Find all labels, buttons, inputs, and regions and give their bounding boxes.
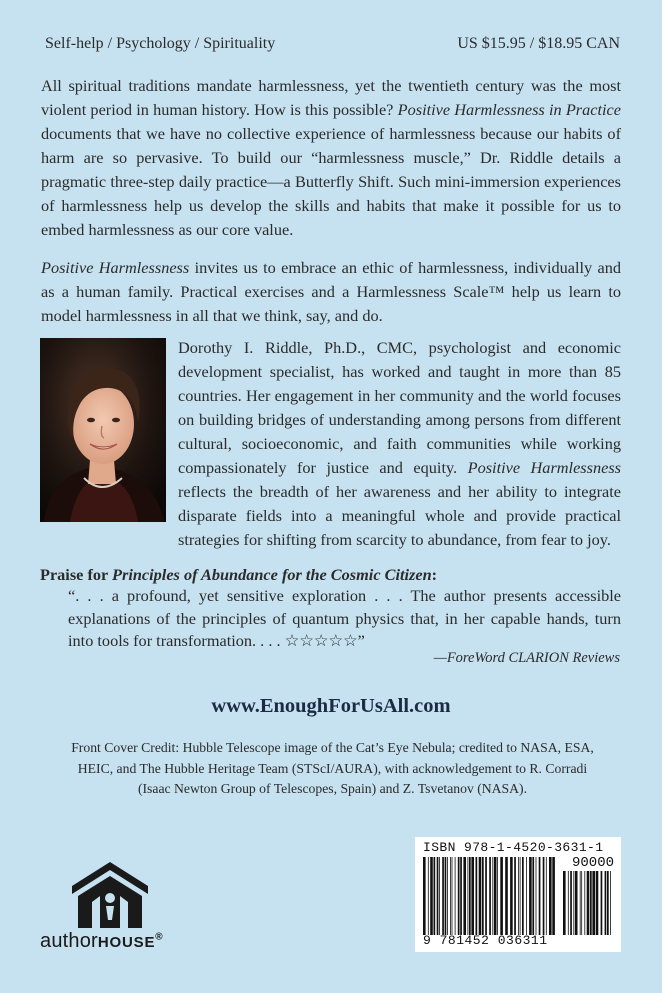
category-label: Self-help / Psychology / Spirituality [45, 35, 276, 52]
header-bar [45, 35, 620, 57]
registered-mark: ® [155, 931, 163, 943]
isbn-number: ISBN 978-1-4520-3631-1 [423, 840, 604, 855]
authorhouse-house-icon [68, 860, 152, 930]
blurb-text: documents that we have no collective experience of harmlessness because our habits of harm are so pervasive. To build our “harmlessness muscle,” Dr. Riddle details a pragmatic three-step daily practice—a Butterfly Shift. Such mini-immersion experiences of harmlessness help us develop the skills and habits that make it possible for us to embed harmlessness as our core value. [41, 124, 621, 239]
praise-attribution: —ForeWord CLARION Reviews [433, 650, 620, 666]
praise-intro: Praise for [40, 565, 113, 584]
ean-barcode-bars [423, 857, 555, 935]
author-bio [178, 336, 621, 552]
website-link[interactable]: www.EnoughForUsAll.com [211, 695, 451, 717]
book-title-italic: Positive Harmlessness in Practice [397, 100, 622, 119]
blurb-text: All spiritual traditions mandate harmlessness, yet the twentieth century was the most violent period in human history. How is this possible? [41, 76, 621, 119]
praise-heading [40, 564, 437, 586]
blurb-paragraph-1 [41, 74, 621, 242]
bio-text: reflects the breadth of her awareness and her ability to integrate disparate fields into a meaningful whole and provide practical strategies for shifting from scarcity to abundance, from fear to joy. [178, 482, 621, 549]
publisher-name [40, 930, 163, 953]
book-title-italic: Positive Harmlessness [467, 458, 622, 477]
praise-quote: “. . . a profound, yet sensitive exploration . . . The author presents accessible explanations of the principles of quantum physics that, in her capable hands, turn into tools for transformation. . . . ☆☆☆☆☆” [68, 586, 621, 650]
praise-colon: : [431, 565, 438, 584]
blurb-text: invites us to embrace an ethic of harmlessness, individually and as a human family. Practical exercises and a Harmlessness Scale™ help us learn to model harmlessness in all that we think, say, and do. [41, 258, 622, 325]
book-title-italic: Positive Harmlessness [41, 258, 190, 277]
ean-digits: 9 781452 036311 [423, 933, 548, 948]
cover-credit: Front Cover Credit: Hubble Telescope image of the Cat’s Eye Nebula; credited to NASA, ESA, HEIC, and The Hubble Heritage Team (STScI/AURA), with acknowledgement to R. Corradi (Isaac Newton Group of Telescopes, Spain) and Z. Tsvetanov (NASA). [71, 740, 594, 796]
price-code: 90000 [571, 855, 614, 871]
blurb-paragraph-2 [41, 256, 621, 328]
bio-text: Dorothy I. Riddle, Ph.D., CMC, psychologist and economic development specialist, has worked and taught in more than 85 countries. Her engagement in her community and the world focuses on building bridges of understanding among persons from different cultural, socioeconomic, and faith communities while working compassionately for justice and equity. [178, 338, 621, 477]
price-barcode-bars [563, 871, 613, 935]
price-label: US $15.95 / $18.95 CAN [457, 35, 620, 52]
publisher-name-b: HOUSE [97, 934, 156, 951]
publisher-name-a: author [40, 930, 98, 952]
author-photo [40, 338, 166, 522]
praise-book-title: Principles of Abundance for the Cosmic Citizen [112, 565, 432, 584]
isbn-barcode [415, 837, 621, 952]
publisher-logo [40, 852, 200, 952]
